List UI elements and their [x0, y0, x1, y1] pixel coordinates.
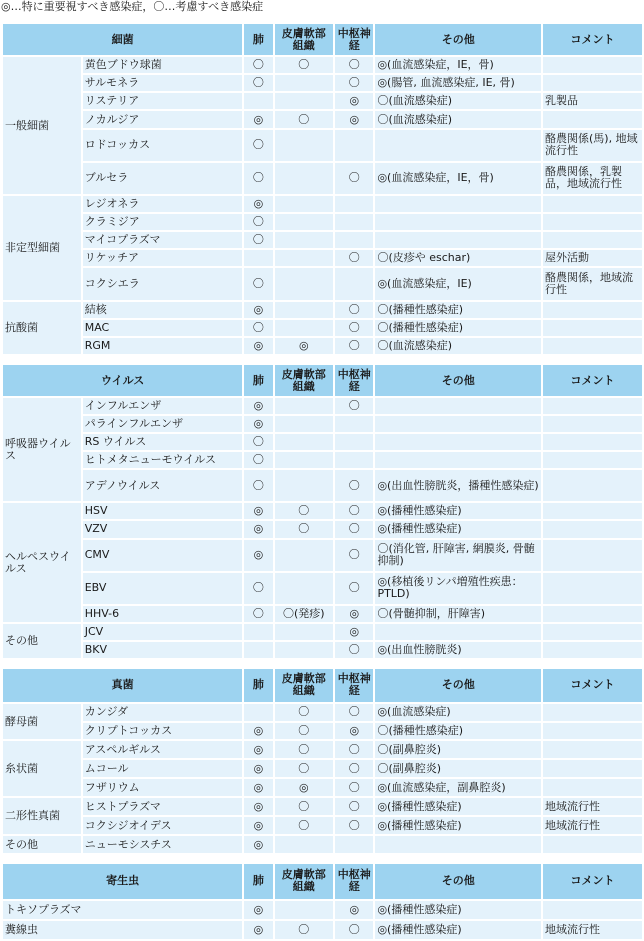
- cns-mark: 〇: [334, 469, 374, 502]
- other-sites: ◎(血流感染症，IE): [374, 267, 542, 300]
- cns-mark: [334, 433, 374, 451]
- section-gap: [0, 356, 644, 363]
- group-name: 非定型細菌: [2, 195, 82, 301]
- skin-mark: [274, 92, 335, 110]
- organism-name: アスペルギルス: [82, 740, 244, 759]
- comment: [542, 520, 643, 538]
- table-row: [2, 623, 643, 641]
- cns-mark: 〇: [334, 56, 374, 74]
- organism-name: ニューモシスチス: [82, 835, 244, 854]
- skin-mark: [274, 900, 335, 920]
- skin-mark: [274, 835, 335, 854]
- organism-name: サルモネラ: [82, 74, 244, 92]
- lung-mark: 〇: [243, 213, 273, 231]
- skin-mark: [274, 397, 335, 415]
- other-sites: 〇(血流感染症): [374, 337, 542, 355]
- organism-name: ヒトメタニューモウイルス: [82, 451, 244, 469]
- comment: [542, 110, 643, 128]
- organism-name: カンジダ: [82, 703, 244, 722]
- organism-name: ロドコッカス: [82, 129, 244, 162]
- organism-name: レジオネラ: [82, 195, 244, 213]
- comment: 地域流行性: [542, 797, 643, 816]
- comment: [542, 301, 643, 319]
- comment: 地域流行性: [542, 816, 643, 835]
- table-row: [2, 337, 643, 355]
- skin-mark: [274, 301, 335, 319]
- table-row: [2, 703, 643, 722]
- lung-mark: ◎: [243, 740, 273, 759]
- organism-name: インフルエンザ: [82, 397, 244, 415]
- skin-mark: [274, 433, 335, 451]
- skin-mark: [274, 319, 335, 337]
- lung-mark: ◎: [243, 759, 273, 778]
- lung-mark: 〇: [243, 74, 273, 92]
- other-sites: 〇(骨髄抑制，肝障害): [374, 605, 542, 623]
- skin-mark: ◎: [274, 337, 335, 355]
- group-name: ヘルペスウイルス: [2, 502, 82, 622]
- cns-mark: [334, 129, 374, 162]
- other-sites: [374, 451, 542, 469]
- organism-name: ブルセラ: [82, 162, 244, 195]
- other-sites: ◎(血流感染症，副鼻腔炎): [374, 778, 542, 797]
- comment: [542, 605, 643, 623]
- table-row: [2, 451, 643, 469]
- other-sites: 〇(播種性感染症): [374, 319, 542, 337]
- table-row: [2, 195, 643, 213]
- cns-mark: 〇: [334, 337, 374, 355]
- skin-mark: [274, 74, 335, 92]
- header-row: [2, 863, 643, 900]
- comment: [542, 319, 643, 337]
- lung-mark: [243, 703, 273, 722]
- other-sites: [374, 397, 542, 415]
- col-skin-header: 皮膚軟部組織: [274, 668, 335, 703]
- organism-name: ムコール: [82, 759, 244, 778]
- other-sites: ◎(血流感染症，IE，骨): [374, 56, 542, 74]
- cns-mark: ◎: [334, 605, 374, 623]
- comment: [542, 778, 643, 797]
- cns-mark: [334, 195, 374, 213]
- comment: 酪農関係，乳製品，地域流行性: [542, 162, 643, 195]
- comment: [542, 539, 643, 572]
- comment: 酪農関係，地域流行性: [542, 267, 643, 300]
- comment: 屋外活動: [542, 249, 643, 267]
- skin-mark: 〇: [274, 797, 335, 816]
- comment: [542, 451, 643, 469]
- organism-name: マイコプラズマ: [82, 231, 244, 249]
- lung-mark: ◎: [243, 778, 273, 797]
- cns-mark: [334, 213, 374, 231]
- skin-mark: 〇: [274, 502, 335, 520]
- table-row: [2, 397, 643, 415]
- skin-mark: ◎: [274, 778, 335, 797]
- comment: [542, 469, 643, 502]
- cns-mark: [334, 267, 374, 300]
- organism-name: RS ウイルス: [82, 433, 244, 451]
- comment: [542, 74, 643, 92]
- table-row: [2, 520, 643, 538]
- skin-mark: 〇: [274, 56, 335, 74]
- group-name: 二形性真菌: [2, 797, 82, 835]
- lung-mark: ◎: [243, 195, 273, 213]
- other-sites: 〇(皮疹や eschar): [374, 249, 542, 267]
- cns-mark: 〇: [334, 778, 374, 797]
- comment: [542, 56, 643, 74]
- organism-name: ノカルジア: [82, 110, 244, 128]
- comment: [542, 195, 643, 213]
- table-row: [2, 502, 643, 520]
- other-sites: 〇(血流感染症): [374, 92, 542, 110]
- skin-mark: [274, 195, 335, 213]
- lung-mark: 〇: [243, 469, 273, 502]
- table-row: [2, 920, 643, 940]
- lung-mark: 〇: [243, 129, 273, 162]
- other-sites: ◎(播種性感染症): [374, 920, 542, 940]
- header-row: [2, 364, 643, 397]
- section-title: 細菌: [2, 23, 243, 56]
- table-row: [2, 605, 643, 623]
- organism-name: アデノウイルス: [82, 469, 244, 502]
- table-row: [2, 900, 643, 920]
- lung-mark: ◎: [243, 301, 273, 319]
- cns-mark: [334, 415, 374, 433]
- organism-name: コクシジオイデス: [82, 816, 244, 835]
- organism-name: パラインフルエンザ: [82, 415, 244, 433]
- table-row: [2, 572, 643, 605]
- table-row: [2, 92, 643, 110]
- col-cns-header: 中枢神経: [334, 23, 374, 56]
- lung-mark: 〇: [243, 319, 273, 337]
- organism-name: MAC: [82, 319, 244, 337]
- other-sites: [374, 195, 542, 213]
- comment: [542, 722, 643, 741]
- comment: [542, 900, 643, 920]
- cns-mark: 〇: [334, 641, 374, 659]
- comment: 地域流行性: [542, 920, 643, 940]
- cns-mark: [334, 835, 374, 854]
- table-row: [2, 231, 643, 249]
- table-row: [2, 469, 643, 502]
- skin-mark: [274, 162, 335, 195]
- other-sites: 〇(播種性感染症): [374, 722, 542, 741]
- comment: [542, 502, 643, 520]
- section-table: [1, 862, 644, 941]
- other-sites: [374, 129, 542, 162]
- col-cns-header: 中枢神経: [334, 668, 374, 703]
- other-sites: 〇(副鼻腔炎): [374, 759, 542, 778]
- lung-mark: 〇: [243, 433, 273, 451]
- lung-mark: ◎: [243, 110, 273, 128]
- comment: [542, 397, 643, 415]
- skin-mark: [274, 267, 335, 300]
- skin-mark: 〇: [274, 110, 335, 128]
- skin-mark: 〇(発疹): [274, 605, 335, 623]
- skin-mark: [274, 469, 335, 502]
- other-sites: ◎(播種性感染症): [374, 797, 542, 816]
- cns-mark: [334, 451, 374, 469]
- organism-name: CMV: [82, 539, 244, 572]
- lung-mark: ◎: [243, 900, 273, 920]
- table-row: [2, 56, 643, 74]
- cns-mark: ◎: [334, 92, 374, 110]
- col-other-header: その他: [374, 863, 542, 900]
- skin-mark: [274, 572, 335, 605]
- comment: 酪農関係(馬), 地域流行性: [542, 129, 643, 162]
- comment: [542, 433, 643, 451]
- other-sites: 〇(消化管, 肝障害, 網膜炎, 骨髄抑制): [374, 539, 542, 572]
- cns-mark: 〇: [334, 920, 374, 940]
- col-comment-header: コメント: [542, 364, 643, 397]
- section-gap: [0, 855, 644, 862]
- col-skin-header: 皮膚軟部組織: [274, 863, 335, 900]
- section-title: ウイルス: [2, 364, 243, 397]
- col-comment-header: コメント: [542, 23, 643, 56]
- group-name: その他: [2, 623, 82, 659]
- comment: [542, 231, 643, 249]
- table-row: [2, 110, 643, 128]
- other-sites: [374, 213, 542, 231]
- comment: [542, 572, 643, 605]
- cns-mark: 〇: [334, 572, 374, 605]
- organism-name: 糞線虫: [2, 920, 243, 940]
- cns-mark: 〇: [334, 703, 374, 722]
- lung-mark: ◎: [243, 337, 273, 355]
- skin-mark: 〇: [274, 920, 335, 940]
- other-sites: ◎(播種性感染症): [374, 900, 542, 920]
- col-cns-header: 中枢神経: [334, 863, 374, 900]
- other-sites: ◎(血流感染症): [374, 703, 542, 722]
- cns-mark: 〇: [334, 249, 374, 267]
- organism-name: トキソプラズマ: [2, 900, 243, 920]
- organism-name: コクシエラ: [82, 267, 244, 300]
- cns-mark: 〇: [334, 539, 374, 572]
- organism-name: ヒストプラズマ: [82, 797, 244, 816]
- comment: [542, 641, 643, 659]
- other-sites: ◎(血流感染症，IE，骨): [374, 162, 542, 195]
- cns-mark: 〇: [334, 816, 374, 835]
- header-row: [2, 668, 643, 703]
- table-row: [2, 415, 643, 433]
- col-comment-header: コメント: [542, 668, 643, 703]
- comment: [542, 623, 643, 641]
- skin-mark: [274, 623, 335, 641]
- lung-mark: ◎: [243, 835, 273, 854]
- col-skin-header: 皮膚軟部組織: [274, 364, 335, 397]
- table-row: [2, 162, 643, 195]
- cns-mark: ◎: [334, 900, 374, 920]
- other-sites: ◎(播種性感染症): [374, 502, 542, 520]
- table-row: [2, 129, 643, 162]
- skin-mark: 〇: [274, 740, 335, 759]
- table-row: [2, 267, 643, 300]
- other-sites: ◎(出血性膀胱炎，播種性感染症): [374, 469, 542, 502]
- col-comment-header: コメント: [542, 863, 643, 900]
- comment: [542, 740, 643, 759]
- other-sites: [374, 835, 542, 854]
- lung-mark: 〇: [243, 451, 273, 469]
- other-sites: ◎(播種性感染症): [374, 816, 542, 835]
- col-skin-header: 皮膚軟部組織: [274, 23, 335, 56]
- group-name: 一般細菌: [2, 56, 82, 195]
- group-name: その他: [2, 835, 82, 854]
- col-other-header: その他: [374, 23, 542, 56]
- table-row: [2, 835, 643, 854]
- cns-mark: 〇: [334, 759, 374, 778]
- cns-mark: [334, 231, 374, 249]
- skin-mark: 〇: [274, 759, 335, 778]
- lung-mark: ◎: [243, 816, 273, 835]
- other-sites: [374, 415, 542, 433]
- organism-name: クラミジア: [82, 213, 244, 231]
- lung-mark: 〇: [243, 231, 273, 249]
- organism-name: フザリウム: [82, 778, 244, 797]
- other-sites: 〇(播種性感染症): [374, 301, 542, 319]
- section-table: [1, 22, 644, 356]
- lung-mark: ◎: [243, 722, 273, 741]
- lung-mark: [243, 249, 273, 267]
- table-row: [2, 301, 643, 319]
- skin-mark: [274, 539, 335, 572]
- comment: [542, 415, 643, 433]
- section-table: [1, 363, 644, 660]
- section-gap: [0, 660, 644, 667]
- organism-name: 結核: [82, 301, 244, 319]
- section-title: 寄生虫: [2, 863, 243, 900]
- skin-mark: [274, 231, 335, 249]
- section-table: [1, 667, 644, 855]
- table-row: [2, 778, 643, 797]
- lung-mark: ◎: [243, 397, 273, 415]
- lung-mark: ◎: [243, 502, 273, 520]
- lung-mark: ◎: [243, 920, 273, 940]
- organism-name: HHV-6: [82, 605, 244, 623]
- cns-mark: ◎: [334, 110, 374, 128]
- other-sites: [374, 433, 542, 451]
- col-lung-header: 肺: [243, 668, 273, 703]
- other-sites: ◎(移植後リンパ増殖性疾患：PTLD): [374, 572, 542, 605]
- comment: [542, 337, 643, 355]
- comment: 乳製品: [542, 92, 643, 110]
- table-row: [2, 249, 643, 267]
- group-name: 酵母菌: [2, 703, 82, 741]
- organism-name: 黄色ブドウ球菌: [82, 56, 244, 74]
- organism-name: リステリア: [82, 92, 244, 110]
- skin-mark: 〇: [274, 703, 335, 722]
- skin-mark: 〇: [274, 816, 335, 835]
- lung-mark: ◎: [243, 797, 273, 816]
- col-other-header: その他: [374, 668, 542, 703]
- organism-name: VZV: [82, 520, 244, 538]
- table-row: [2, 74, 643, 92]
- header-row: [2, 23, 643, 56]
- lung-mark: [243, 623, 273, 641]
- cns-mark: 〇: [334, 502, 374, 520]
- lung-mark: 〇: [243, 605, 273, 623]
- organism-name: リケッチア: [82, 249, 244, 267]
- group-name: 呼吸器ウイルス: [2, 397, 82, 502]
- skin-mark: [274, 249, 335, 267]
- lung-mark: ◎: [243, 415, 273, 433]
- other-sites: [374, 623, 542, 641]
- cns-mark: 〇: [334, 319, 374, 337]
- table-row: [2, 319, 643, 337]
- col-other-header: その他: [374, 364, 542, 397]
- table-row: [2, 722, 643, 741]
- col-cns-header: 中枢神経: [334, 364, 374, 397]
- legend: ◎…特に重要視すべき感染症，〇…考慮すべき感染症: [1, 0, 264, 13]
- organism-name: クリプトコッカス: [82, 722, 244, 741]
- organism-name: HSV: [82, 502, 244, 520]
- table-row: [2, 433, 643, 451]
- cns-mark: ◎: [334, 722, 374, 741]
- lung-mark: 〇: [243, 162, 273, 195]
- skin-mark: [274, 451, 335, 469]
- organism-name: JCV: [82, 623, 244, 641]
- table-row: [2, 213, 643, 231]
- lung-mark: 〇: [243, 572, 273, 605]
- table-row: [2, 759, 643, 778]
- other-sites: [374, 231, 542, 249]
- comment: [542, 835, 643, 854]
- lung-mark: 〇: [243, 267, 273, 300]
- skin-mark: [274, 641, 335, 659]
- other-sites: 〇(血流感染症): [374, 110, 542, 128]
- other-sites: ◎(播種性感染症): [374, 520, 542, 538]
- skin-mark: [274, 415, 335, 433]
- lung-mark: 〇: [243, 56, 273, 74]
- other-sites: ◎(出血性膀胱炎): [374, 641, 542, 659]
- cns-mark: 〇: [334, 74, 374, 92]
- comment: [542, 703, 643, 722]
- lung-mark: ◎: [243, 539, 273, 572]
- organism-name: RGM: [82, 337, 244, 355]
- cns-mark: 〇: [334, 740, 374, 759]
- infection-table: [0, 22, 644, 941]
- other-sites: 〇(副鼻腔炎): [374, 740, 542, 759]
- organism-name: BKV: [82, 641, 244, 659]
- cns-mark: 〇: [334, 162, 374, 195]
- cns-mark: 〇: [334, 397, 374, 415]
- skin-mark: 〇: [274, 722, 335, 741]
- cns-mark: ◎: [334, 623, 374, 641]
- table-row: [2, 816, 643, 835]
- organism-name: EBV: [82, 572, 244, 605]
- col-lung-header: 肺: [243, 23, 273, 56]
- col-lung-header: 肺: [243, 863, 273, 900]
- skin-mark: 〇: [274, 520, 335, 538]
- table-row: [2, 740, 643, 759]
- comment: [542, 759, 643, 778]
- table-row: [2, 641, 643, 659]
- section-title: 真菌: [2, 668, 243, 703]
- skin-mark: [274, 129, 335, 162]
- lung-mark: [243, 641, 273, 659]
- comment: [542, 213, 643, 231]
- group-name: 糸状菌: [2, 740, 82, 797]
- skin-mark: [274, 213, 335, 231]
- group-name: 抗酸菌: [2, 301, 82, 356]
- cns-mark: 〇: [334, 797, 374, 816]
- table-row: [2, 539, 643, 572]
- lung-mark: ◎: [243, 520, 273, 538]
- cns-mark: 〇: [334, 301, 374, 319]
- cns-mark: 〇: [334, 520, 374, 538]
- table-row: [2, 797, 643, 816]
- col-lung-header: 肺: [243, 364, 273, 397]
- other-sites: ◎(腸管, 血流感染症, IE, 骨): [374, 74, 542, 92]
- lung-mark: [243, 92, 273, 110]
